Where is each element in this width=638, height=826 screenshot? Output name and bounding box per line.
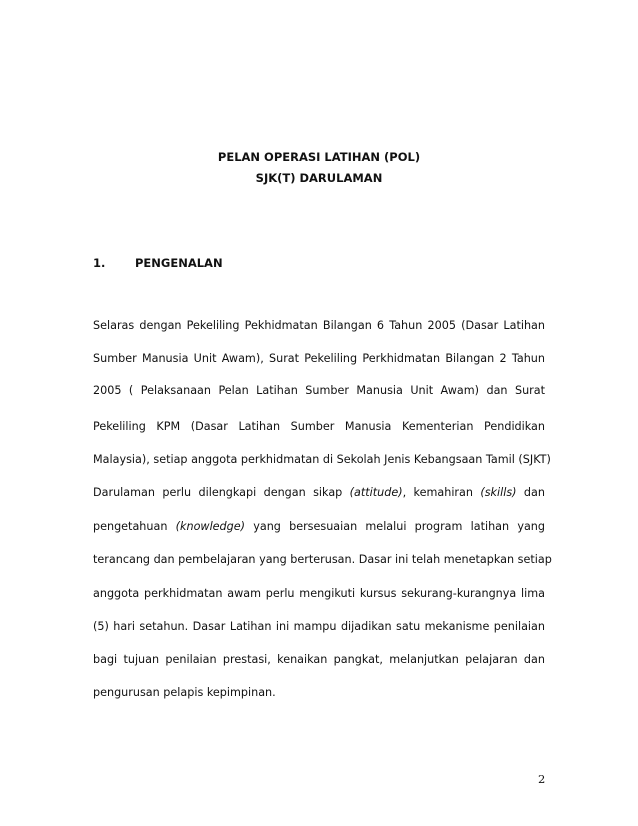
document-subtitle: SJK(T) DARULAMAN <box>255 171 383 185</box>
paragraph-text: Darulaman perlu dilengkapi dengan sikap <box>93 486 350 499</box>
paragraph-line: anggota perkhidmatan awam perlu mengikuti kursus sekurang-kurangnya lima <box>93 587 545 600</box>
paragraph-line: Malaysia), setiap anggota perkhidmatan di Sekolah Jenis Kebangsaan Tamil (SJKT) <box>93 453 551 466</box>
paragraph-line: Sumber Manusia Unit Awam), Surat Pekeliling Perkhidmatan Bilangan 2 Tahun <box>93 352 545 365</box>
paragraph-line: pengurusan pelapis kepimpinan. <box>93 686 276 699</box>
document-title: PELAN OPERASI LATIHAN (POL) <box>217 150 421 164</box>
paragraph-line <box>93 486 545 499</box>
section-number: 1. <box>93 256 106 270</box>
paragraph-text: yang bersesuaian melalui program latihan yang <box>245 520 545 533</box>
paragraph-line: Selaras dengan Pekeliling Pekhidmatan Bilangan 6 Tahun 2005 (Dasar Latihan <box>93 319 545 332</box>
paragraph-text: , kemahiran <box>402 486 481 499</box>
page-number: 2 <box>538 772 546 786</box>
section-title: PENGENALAN <box>135 256 223 270</box>
paragraph-line: terancang dan pembelajaran yang berterusan. Dasar ini telah menetapkan setiap <box>93 553 552 566</box>
paragraph-line: 2005 ( Pelaksanaan Pelan Latihan Sumber Manusia Unit Awam) dan Surat <box>93 384 545 397</box>
emphasis-attitude: (attitude) <box>349 486 403 499</box>
paragraph-text: dan <box>516 486 545 499</box>
section-heading <box>93 256 223 270</box>
paragraph-line: (5) hari setahun. Dasar Latihan ini mampu dijadikan satu mekanisme penilaian <box>93 620 545 633</box>
emphasis-knowledge: (knowledge) <box>175 520 246 533</box>
paragraph-text: pengetahuan <box>93 520 176 533</box>
emphasis-skills: (skills) <box>480 486 517 499</box>
paragraph-line: Pekeliling KPM (Dasar Latihan Sumber Manusia Kementerian Pendidikan <box>93 420 545 433</box>
paragraph-line: bagi tujuan penilaian prestasi, kenaikan pangkat, melanjutkan pelajaran dan <box>93 653 545 666</box>
paragraph-line <box>93 520 545 533</box>
